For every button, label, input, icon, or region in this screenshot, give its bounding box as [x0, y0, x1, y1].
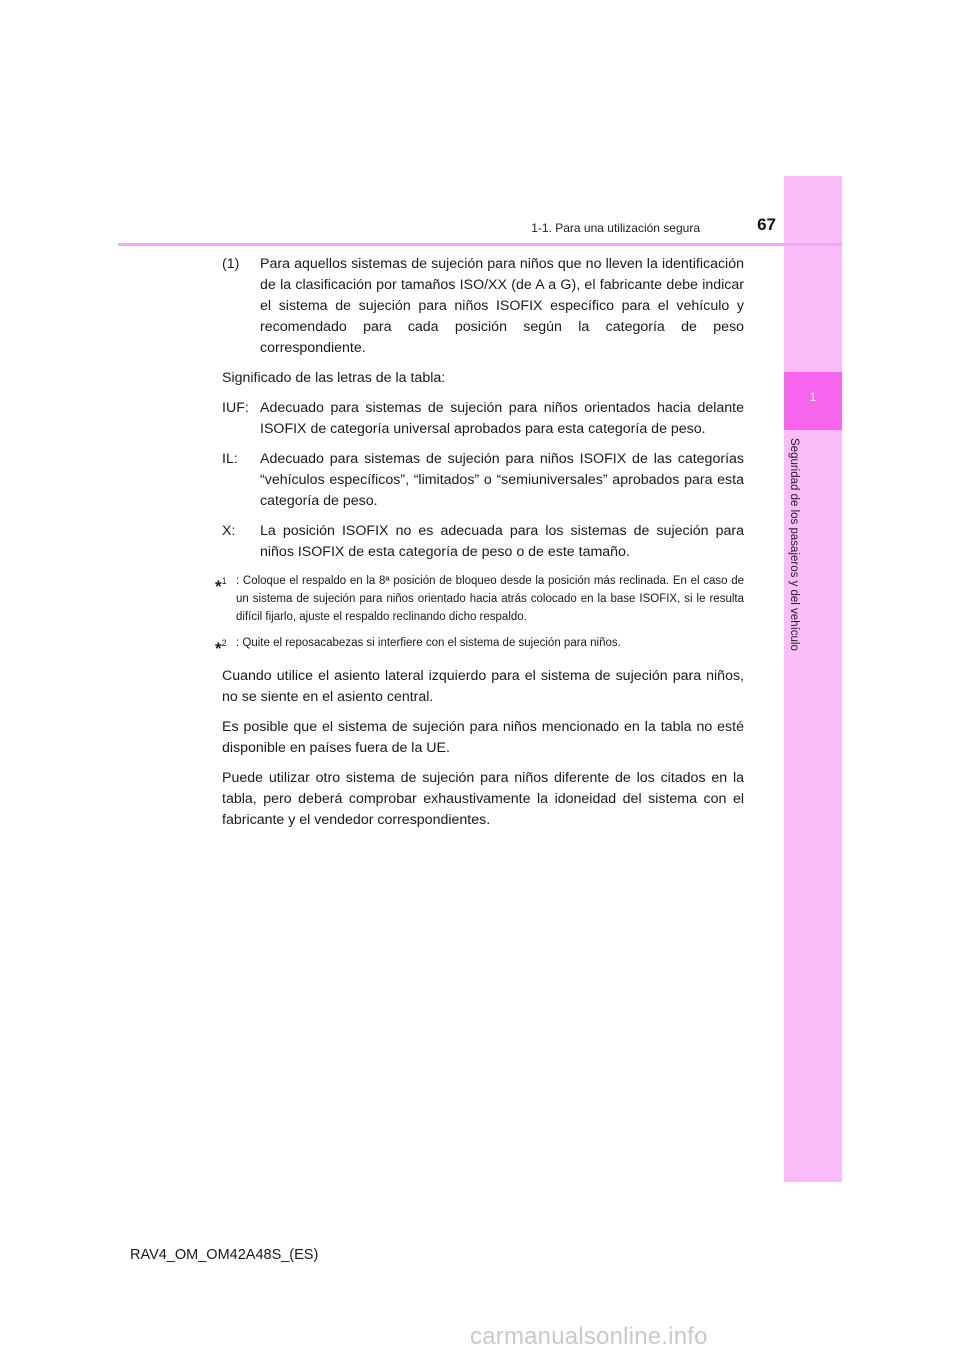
item-text: Para aquellos sistemas de sujeción para niños que no lleven la identificación de la clasificación por tamaños ISO/XX (de A a G), el fabricante debe indicar el sistema de sujeción para niños ISOFIX específico para el vehículo y recomendado para cada posición según la categoría de peso correspondiente. — [260, 256, 744, 356]
chapter-tab-number: 1 — [809, 390, 817, 404]
main-content — [215, 254, 744, 840]
asterisk-mark: * — [215, 639, 222, 658]
letter-code: IUF: — [222, 400, 249, 416]
footnote-text: : Quite el reposacabezas si interfiere con el sistema de sujeción para niños. — [236, 637, 621, 649]
letter-text: Adecuado para sistemas de sujeción para niños ISOFIX de las categorías “vehículos específicos”, “limitados” o “semiuniversales” aprobados para esta categoría de peso. — [260, 451, 744, 509]
letters-intro: Significado de las letras de la tabla: — [222, 370, 446, 386]
page-number: 67 — [757, 215, 776, 234]
letter-text: Adecuado para sistemas de sujeción para niños orientados hacia delante ISOFIX de categoría universal aprobados para esta categoría de peso. — [260, 400, 744, 437]
chapter-title-vertical: Seguridad de los pasajeros y del vehículo — [788, 438, 800, 651]
section-heading: 1-1. Para una utilización segura — [531, 221, 700, 235]
footnote-text: : Coloque el respaldo en la 8ª posición de bloqueo desde la posición más reclinada. En el caso de un sistema de sujeción para niños orientado hacia atrás colocado en la base ISOFIX, si le resulta difícil fijarlo, ajuste el respaldo reclinando dicho respaldo. — [236, 575, 744, 623]
body-paragraph: Puede utilizar otro sistema de sujeción para niños diferente de los citados en la tabla, pero deberá comprobar exhaustivamente la idoneidad del sistema con el fabricante y el vendedor correspondientes. — [222, 770, 744, 828]
letter-definition — [222, 521, 744, 563]
footnote-marker — [215, 572, 236, 626]
footnote — [215, 634, 744, 658]
body-paragraph: Es posible que el sistema de sujeción para niños mencionado en la tabla no esté disponible en países fuera de la UE. — [222, 719, 744, 756]
letter-definition — [222, 449, 744, 512]
footnote-number: 1 — [221, 576, 227, 586]
letter-code: IL: — [222, 451, 238, 467]
numbered-item — [222, 254, 744, 359]
footnote — [215, 572, 744, 626]
asterisk-mark: * — [215, 577, 222, 596]
footnote-marker — [215, 634, 236, 658]
footnote-number: 2 — [221, 638, 227, 648]
watermark-text: carmanualsonline.info — [470, 1323, 708, 1350]
document-id: RAV4_OM_OM42A48S_(ES) — [130, 1247, 319, 1263]
item-label: (1) — [222, 256, 240, 272]
letter-code: X: — [222, 523, 236, 539]
letter-definition — [222, 398, 744, 440]
side-color-band — [784, 176, 842, 1182]
header-divider — [118, 243, 842, 246]
letter-text: La posición ISOFIX no es adecuada para los sistemas de sujeción para niños ISOFIX de esta categoría de peso o de este tamaño. — [260, 523, 744, 560]
body-paragraph: Cuando utilice el asiento lateral izquierdo para el sistema de sujeción para niños, no se siente en el asiento central. — [222, 668, 744, 705]
